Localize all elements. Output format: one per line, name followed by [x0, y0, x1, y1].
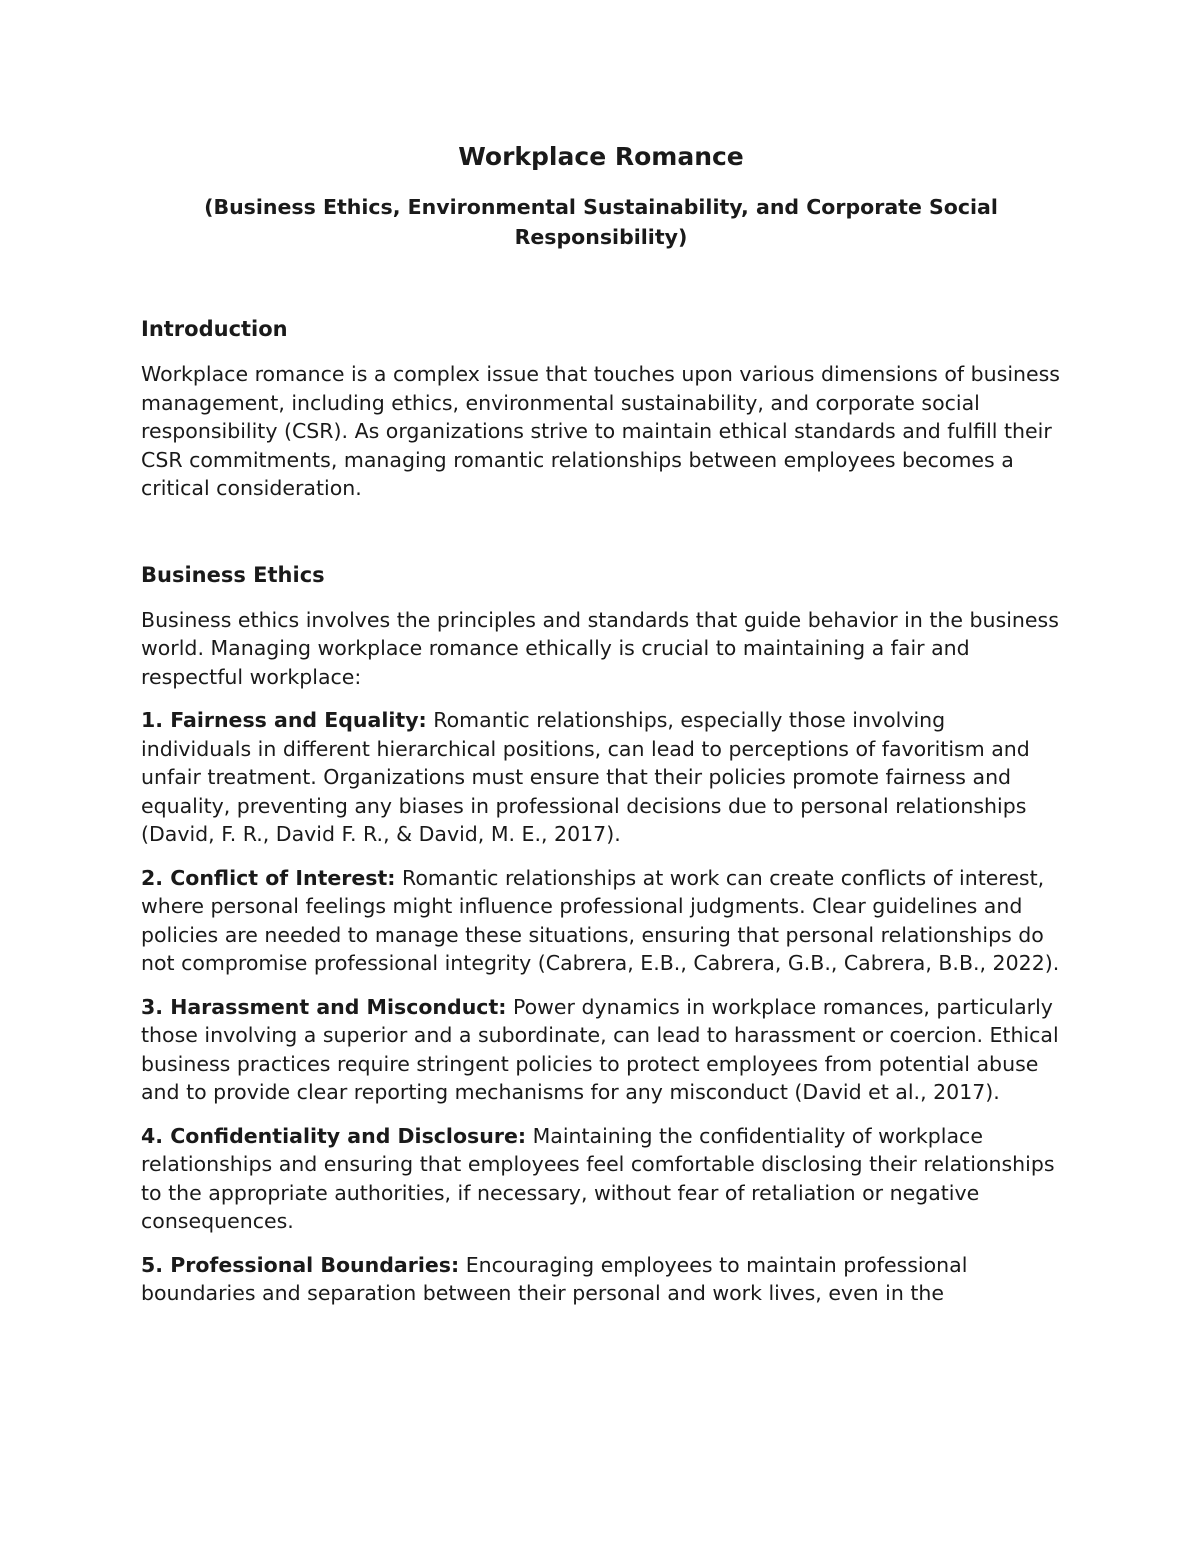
list-item-text: Romantic relationships at work can create conflicts of interest, where personal feelings might influence professional judgments. Clear guidelines and policies are needed to manage these situations, ensuring that personal relationships do not compromise professional integrity (Cabrera, E.B., Cabrera, G.B., Cabrera, B.B., 2022).: [141, 865, 1060, 975]
list-item-text: Encouraging employees to maintain professional boundaries and separation between their personal and work lives, even in the: [141, 1252, 968, 1305]
list-item-fairness: [141, 706, 1061, 849]
business-ethics-paragraph: Business ethics involves the principles and standards that guide behavior in the business world. Managing workplace romance ethically is crucial to maintaining a fair and respectful workplace:: [141, 607, 1059, 689]
list-item-text: Romantic relationships, especially those involving individuals in different hierarchical positions, can lead to perceptions of favoritism and unfair treatment. Organizations must ensure that their policies promote fairness and equality, preventing any biases in professional decisions due to personal relationships (David, F. R., David F. R., & David, M. E., 2017).: [141, 708, 1030, 846]
business-ethics-heading: Business Ethics: [141, 562, 325, 587]
list-item-conflict-of-interest: [141, 864, 1061, 978]
list-item-label: 4. Confidentiality and Disclosure:: [141, 1123, 527, 1148]
list-item-text: Maintaining the confidentiality of workplace relationships and ensuring that employees feel comfortable disclosing their relationships to the appropriate authorities, if necessary, without fear of retaliation or negative consequences.: [141, 1123, 1055, 1233]
list-item-label: 1. Fairness and Equality:: [141, 708, 427, 732]
document-subtitle: (Business Ethics, Environmental Sustainability, and Corporate Social Responsibility): [204, 195, 998, 249]
list-item-professional-boundaries: [141, 1251, 1061, 1308]
list-item-label: 3. Harassment and Misconduct:: [141, 994, 507, 1019]
list-item-confidentiality: [141, 1122, 1061, 1236]
list-item-text: Power dynamics in workplace romances, particularly those involving a superior and a subordinate, can lead to harassment or coercion. Ethical business practices require stringent policies to protect employees from potential abuse and to provide clear reporting mechanisms for any misconduct (David et al., 2017).: [141, 994, 1059, 1104]
introduction-paragraph: Workplace romance is a complex issue that touches upon various dimensions of business management, including ethics, environmental sustainability, and corporate social responsibility (CSR). As organizations strive to maintain ethical standards and fulfill their CSR commitments, managing romantic relationships between employees becomes a critical consideration.: [141, 362, 1060, 500]
list-item-label: 2. Conflict of Interest:: [141, 865, 396, 890]
document-title: Workplace Romance: [458, 142, 744, 171]
list-item-label: 5. Professional Boundaries:: [141, 1252, 460, 1277]
list-item-harassment: [141, 993, 1061, 1107]
document-page: [141, 140, 1061, 1308]
introduction-heading: Introduction: [141, 317, 288, 341]
